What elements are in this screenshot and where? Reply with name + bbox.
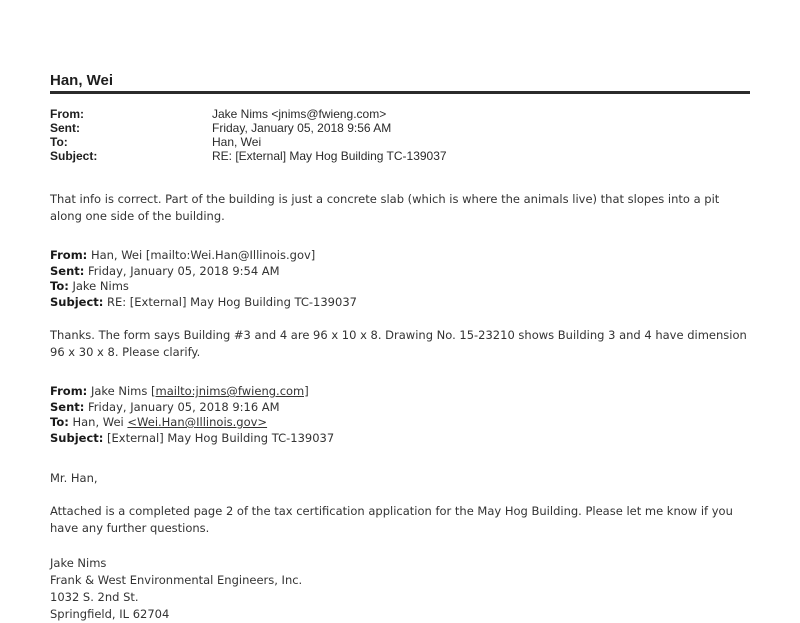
signature-block [50, 555, 750, 623]
sent-value: Friday, January 05, 2018 9:56 AM [212, 121, 392, 135]
quoted2-from-label: From: [50, 384, 88, 398]
signature-company: Frank & West Environmental Engineers, Inc. [50, 573, 303, 587]
from-row [50, 107, 750, 121]
greeting: Mr. Han, [50, 471, 98, 485]
signature-address-line1: 1032 S. 2nd St. [50, 590, 139, 604]
quoted2-from-name: Jake Nims [90, 384, 148, 398]
to-email-link[interactable]: <Wei.Han@Illinois.gov> [127, 415, 268, 429]
email-header [50, 107, 750, 163]
quoted1-sent-label: Sent: [50, 263, 85, 278]
quoted1-subject-label: Subject: [50, 294, 104, 309]
mailto-link[interactable]: [mailto:jnims@fwieng.com] [151, 384, 309, 398]
quoted1-to-value: Jake Nims [72, 279, 129, 293]
to-value: Han, Wei [212, 135, 262, 149]
quoted2-to-name: Han, Wei [72, 415, 124, 429]
sender-name-heading: Han, Wei [50, 72, 114, 89]
reply-body: That info is correct. Part of the building is just a concrete slab (which is where the animals live) that slopes into a pit along one side of the building. [50, 192, 720, 223]
to-label: To: [50, 135, 68, 149]
quoted2-to-label: To: [50, 415, 69, 429]
quoted2-sent-label: Sent: [50, 399, 85, 414]
quoted1-sent-value: Friday, January 05, 2018 9:54 AM [88, 263, 280, 278]
subject-row [50, 149, 750, 163]
sent-row [50, 121, 750, 135]
quoted-header-1 [50, 248, 750, 310]
to-row [50, 135, 750, 149]
header-divider [50, 91, 750, 94]
quoted2-body: Attached is a completed page 2 of the tax certification application for the May Hog Building. Please let me know if you have any further questions. [50, 504, 733, 535]
subject-value: RE: [External] May Hog Building TC-139037 [212, 149, 447, 163]
sent-label: Sent: [50, 121, 80, 135]
quoted1-from-value: Han, Wei [mailto:Wei.Han@Illinois.gov] [90, 248, 316, 262]
from-value: Jake Nims <jnims@fwieng.com> [212, 107, 387, 121]
quoted1-from-label: From: [50, 248, 88, 262]
signature-name: Jake Nims [50, 556, 107, 570]
quoted1-body: Thanks. The form says Building #3 and 4 are 96 x 10 x 8. Drawing No. 15-23210 shows Building 3 and 4 have dimension 96 x 30 x 8. Please clarify. [50, 328, 747, 359]
quoted2-subject-value: [External] May Hog Building TC-139037 [107, 430, 335, 445]
quoted1-to-label: To: [50, 279, 69, 293]
quoted-header-2 [50, 384, 750, 446]
subject-label: Subject: [50, 149, 98, 163]
signature-address-line2: Springfield, IL 62704 [50, 607, 170, 621]
quoted1-subject-value: RE: [External] May Hog Building TC-139037 [107, 294, 357, 309]
quoted2-sent-value: Friday, January 05, 2018 9:16 AM [88, 399, 280, 414]
from-label: From: [50, 107, 84, 121]
quoted2-subject-label: Subject: [50, 430, 104, 445]
